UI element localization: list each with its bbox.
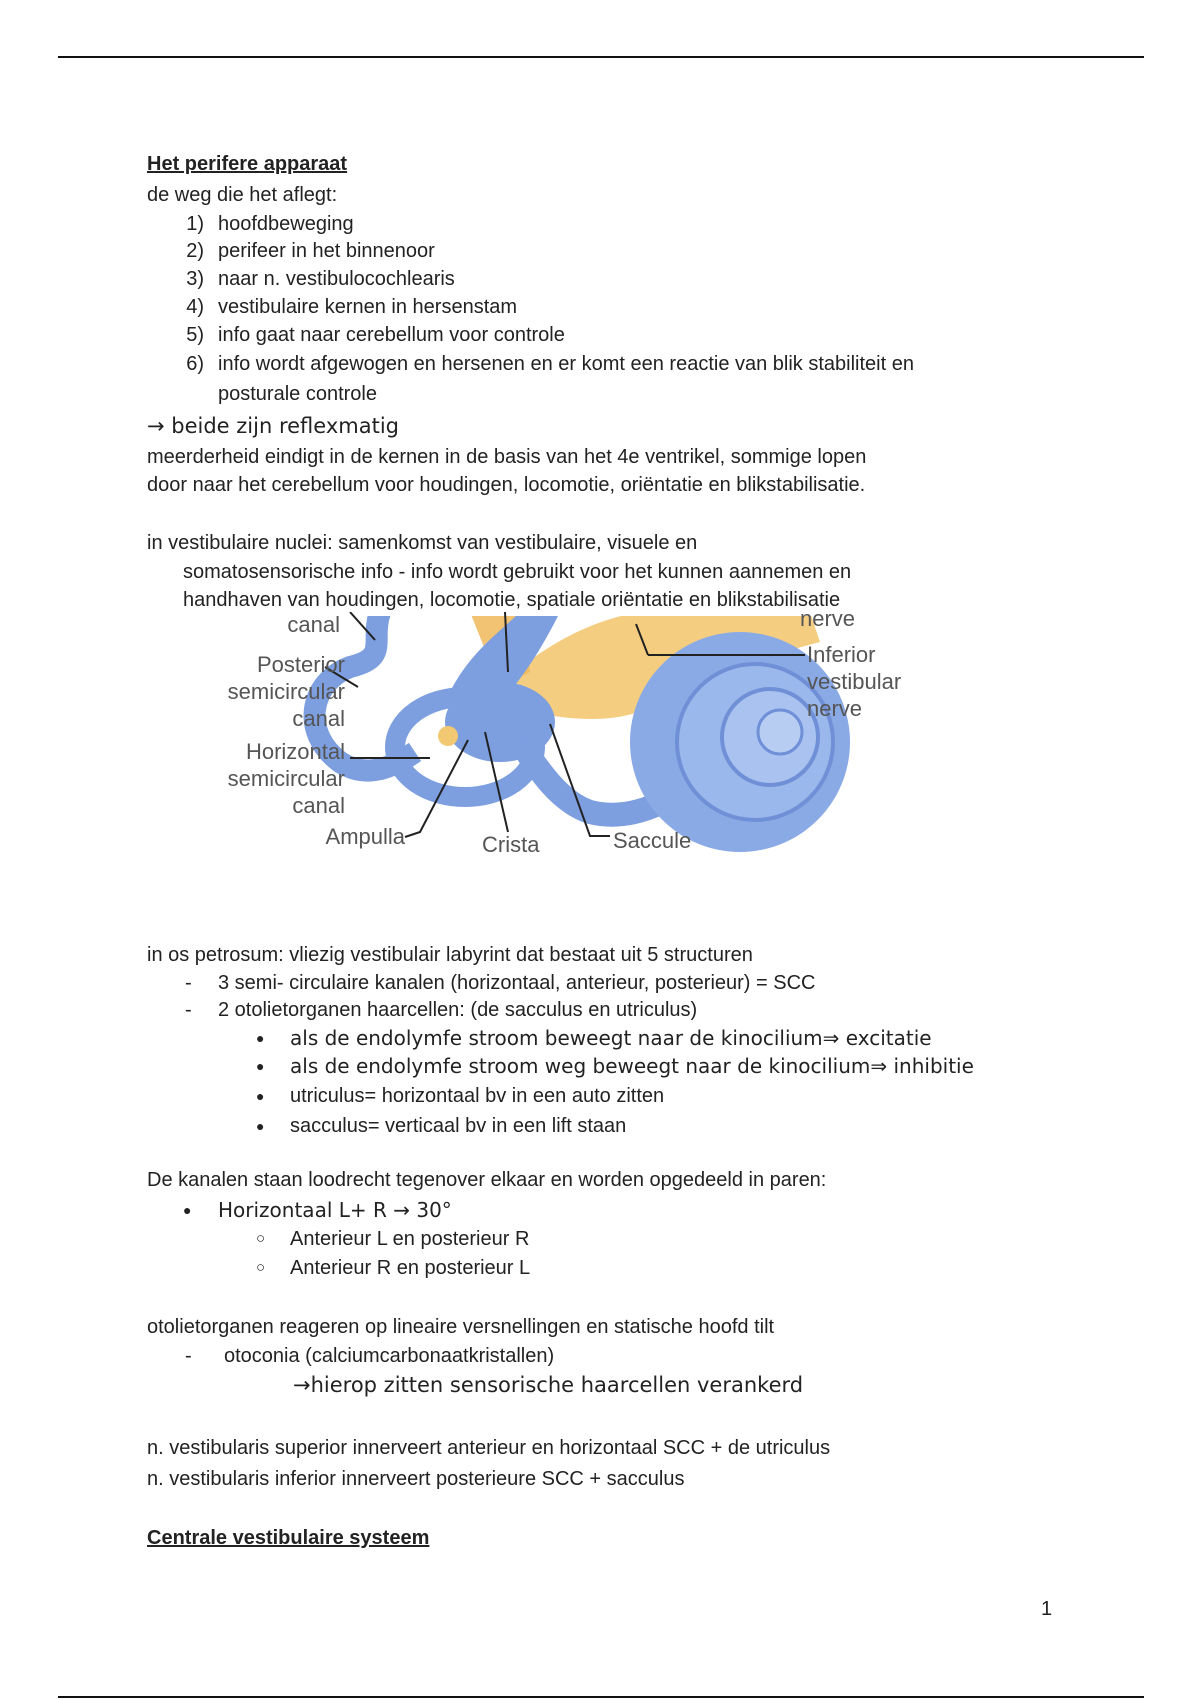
bullet-marker: ● [256, 1058, 265, 1074]
bullet-marker: ● [256, 1118, 265, 1134]
bullet-item: utriculus= horizontaal bv in een auto zitten [290, 1085, 665, 1107]
ampulla-shape [438, 726, 458, 746]
inner-ear-diagram [200, 612, 920, 862]
paragraph-line: in vestibulaire nuclei: samenkomst van vestibulaire, visuele en [147, 532, 698, 554]
label-canal-top: canal [287, 612, 340, 637]
paragraph-line: De kanalen staan loodrecht tegenover elkaar en worden opgedeeld in paren: [147, 1169, 827, 1191]
paragraph-line: in os petrosum: vliezig vestibulair labyrint dat bestaat uit 5 structuren [147, 944, 753, 966]
dash-marker: - [185, 1345, 192, 1367]
paragraph-line: meerderheid eindigt in de kernen in de basis van het 4e ventrikel, sommige lopen [147, 446, 867, 468]
step-number: 3) [186, 268, 204, 290]
bullet-item: sacculus= verticaal bv in een lift staan [290, 1115, 627, 1137]
label-horizontal-2: semicircular [227, 766, 345, 791]
label-nerve-top: nerve [800, 612, 856, 631]
bullet-item: Horizontaal L+ R → 30° [218, 1198, 452, 1222]
sub-note: →hierop zitten sensorische haarcellen verankerd [293, 1373, 804, 1397]
paragraph-line: n. vestibularis superior innerveert anterieur en horizontaal SCC + de utriculus [147, 1437, 831, 1459]
label-inferior-2: vestibular [807, 669, 902, 694]
paragraph-line: handhaven van houdingen, locomotie, spatiale oriëntatie en blikstabilisatie [183, 589, 841, 611]
step-text: naar n. vestibulocochlearis [218, 268, 455, 290]
section-heading-2: Centrale vestibulaire systeem [147, 1527, 430, 1549]
circle-marker: ○ [256, 1230, 266, 1247]
step-number: 2) [186, 240, 204, 262]
label-posterior-1: Posterior [256, 652, 345, 677]
label-ampulla: Ampulla [325, 824, 405, 849]
label-inferior-3: nerve [807, 696, 863, 721]
dash-marker: - [185, 999, 192, 1021]
page-number: 1 [1041, 1598, 1053, 1620]
step-text: vestibulaire kernen in hersenstam [218, 296, 518, 318]
sub-item: Anterieur L en posterieur R [290, 1228, 530, 1250]
label-inferior-1: Inferior [807, 642, 876, 667]
step-text: info wordt afgewogen en hersenen en er komt een reactie van blik stabiliteit en [218, 353, 914, 375]
top-rule [58, 56, 1144, 58]
bullet-marker: ● [256, 1030, 265, 1046]
step-text: hoofdbeweging [218, 213, 354, 235]
bullet-marker: ● [183, 1202, 192, 1218]
label-horizontal-1: Horizontal [245, 739, 345, 764]
label-crista: Crista [482, 832, 540, 857]
intro-text: de weg die het aflegt: [147, 184, 338, 206]
bottom-rule [58, 1696, 1144, 1698]
section-heading: Het perifere apparaat [147, 153, 348, 175]
dash-marker: - [185, 972, 192, 994]
bullet-marker: ● [256, 1088, 265, 1104]
paragraph-line: door naar het cerebellum voor houdingen, locomotie, oriëntatie en blikstabilisatie. [147, 474, 866, 496]
label-saccule: Saccule [613, 828, 692, 853]
label-posterior-3: canal [292, 706, 345, 731]
step-number: 1) [186, 213, 204, 235]
paragraph-line: n. vestibularis inferior innerveert posterieure SCC + sacculus [147, 1468, 685, 1490]
dash-item: 2 otolietorganen haarcellen: (de sacculus en utriculus) [218, 999, 698, 1021]
sub-item: Anterieur R en posterieur L [290, 1257, 531, 1279]
label-horizontal-3: canal [292, 793, 345, 818]
step-text: info gaat naar cerebellum voor controle [218, 324, 565, 346]
reflex-note: → beide zijn reflexmatig [147, 414, 399, 438]
step-number: 5) [186, 324, 204, 346]
cochlea-core-shape [758, 710, 802, 754]
paragraph-line: otolietorganen reageren op lineaire versnellingen en statische hoofd tilt [147, 1316, 775, 1338]
circle-marker: ○ [256, 1259, 266, 1276]
step-number: 4) [186, 296, 204, 318]
dash-item: 3 semi- circulaire kanalen (horizontaal, anterieur, posterieur) = SCC [218, 972, 816, 994]
bullet-item: als de endolymfe stroom weg beweegt naar de kinocilium⇒ inhibitie [290, 1054, 974, 1078]
step-text: perifeer in het binnenoor [218, 240, 435, 262]
step-number: 6) [186, 353, 204, 375]
step-text-continued: posturale controle [218, 383, 377, 405]
paragraph-line: somatosensorische info - info wordt gebruikt voor het kunnen aannemen en [183, 561, 852, 583]
label-posterior-2: semicircular [227, 679, 345, 704]
bullet-item: als de endolymfe stroom beweegt naar de kinocilium⇒ excitatie [290, 1026, 932, 1050]
dash-item: otoconia (calciumcarbonaatkristallen) [224, 1345, 555, 1367]
